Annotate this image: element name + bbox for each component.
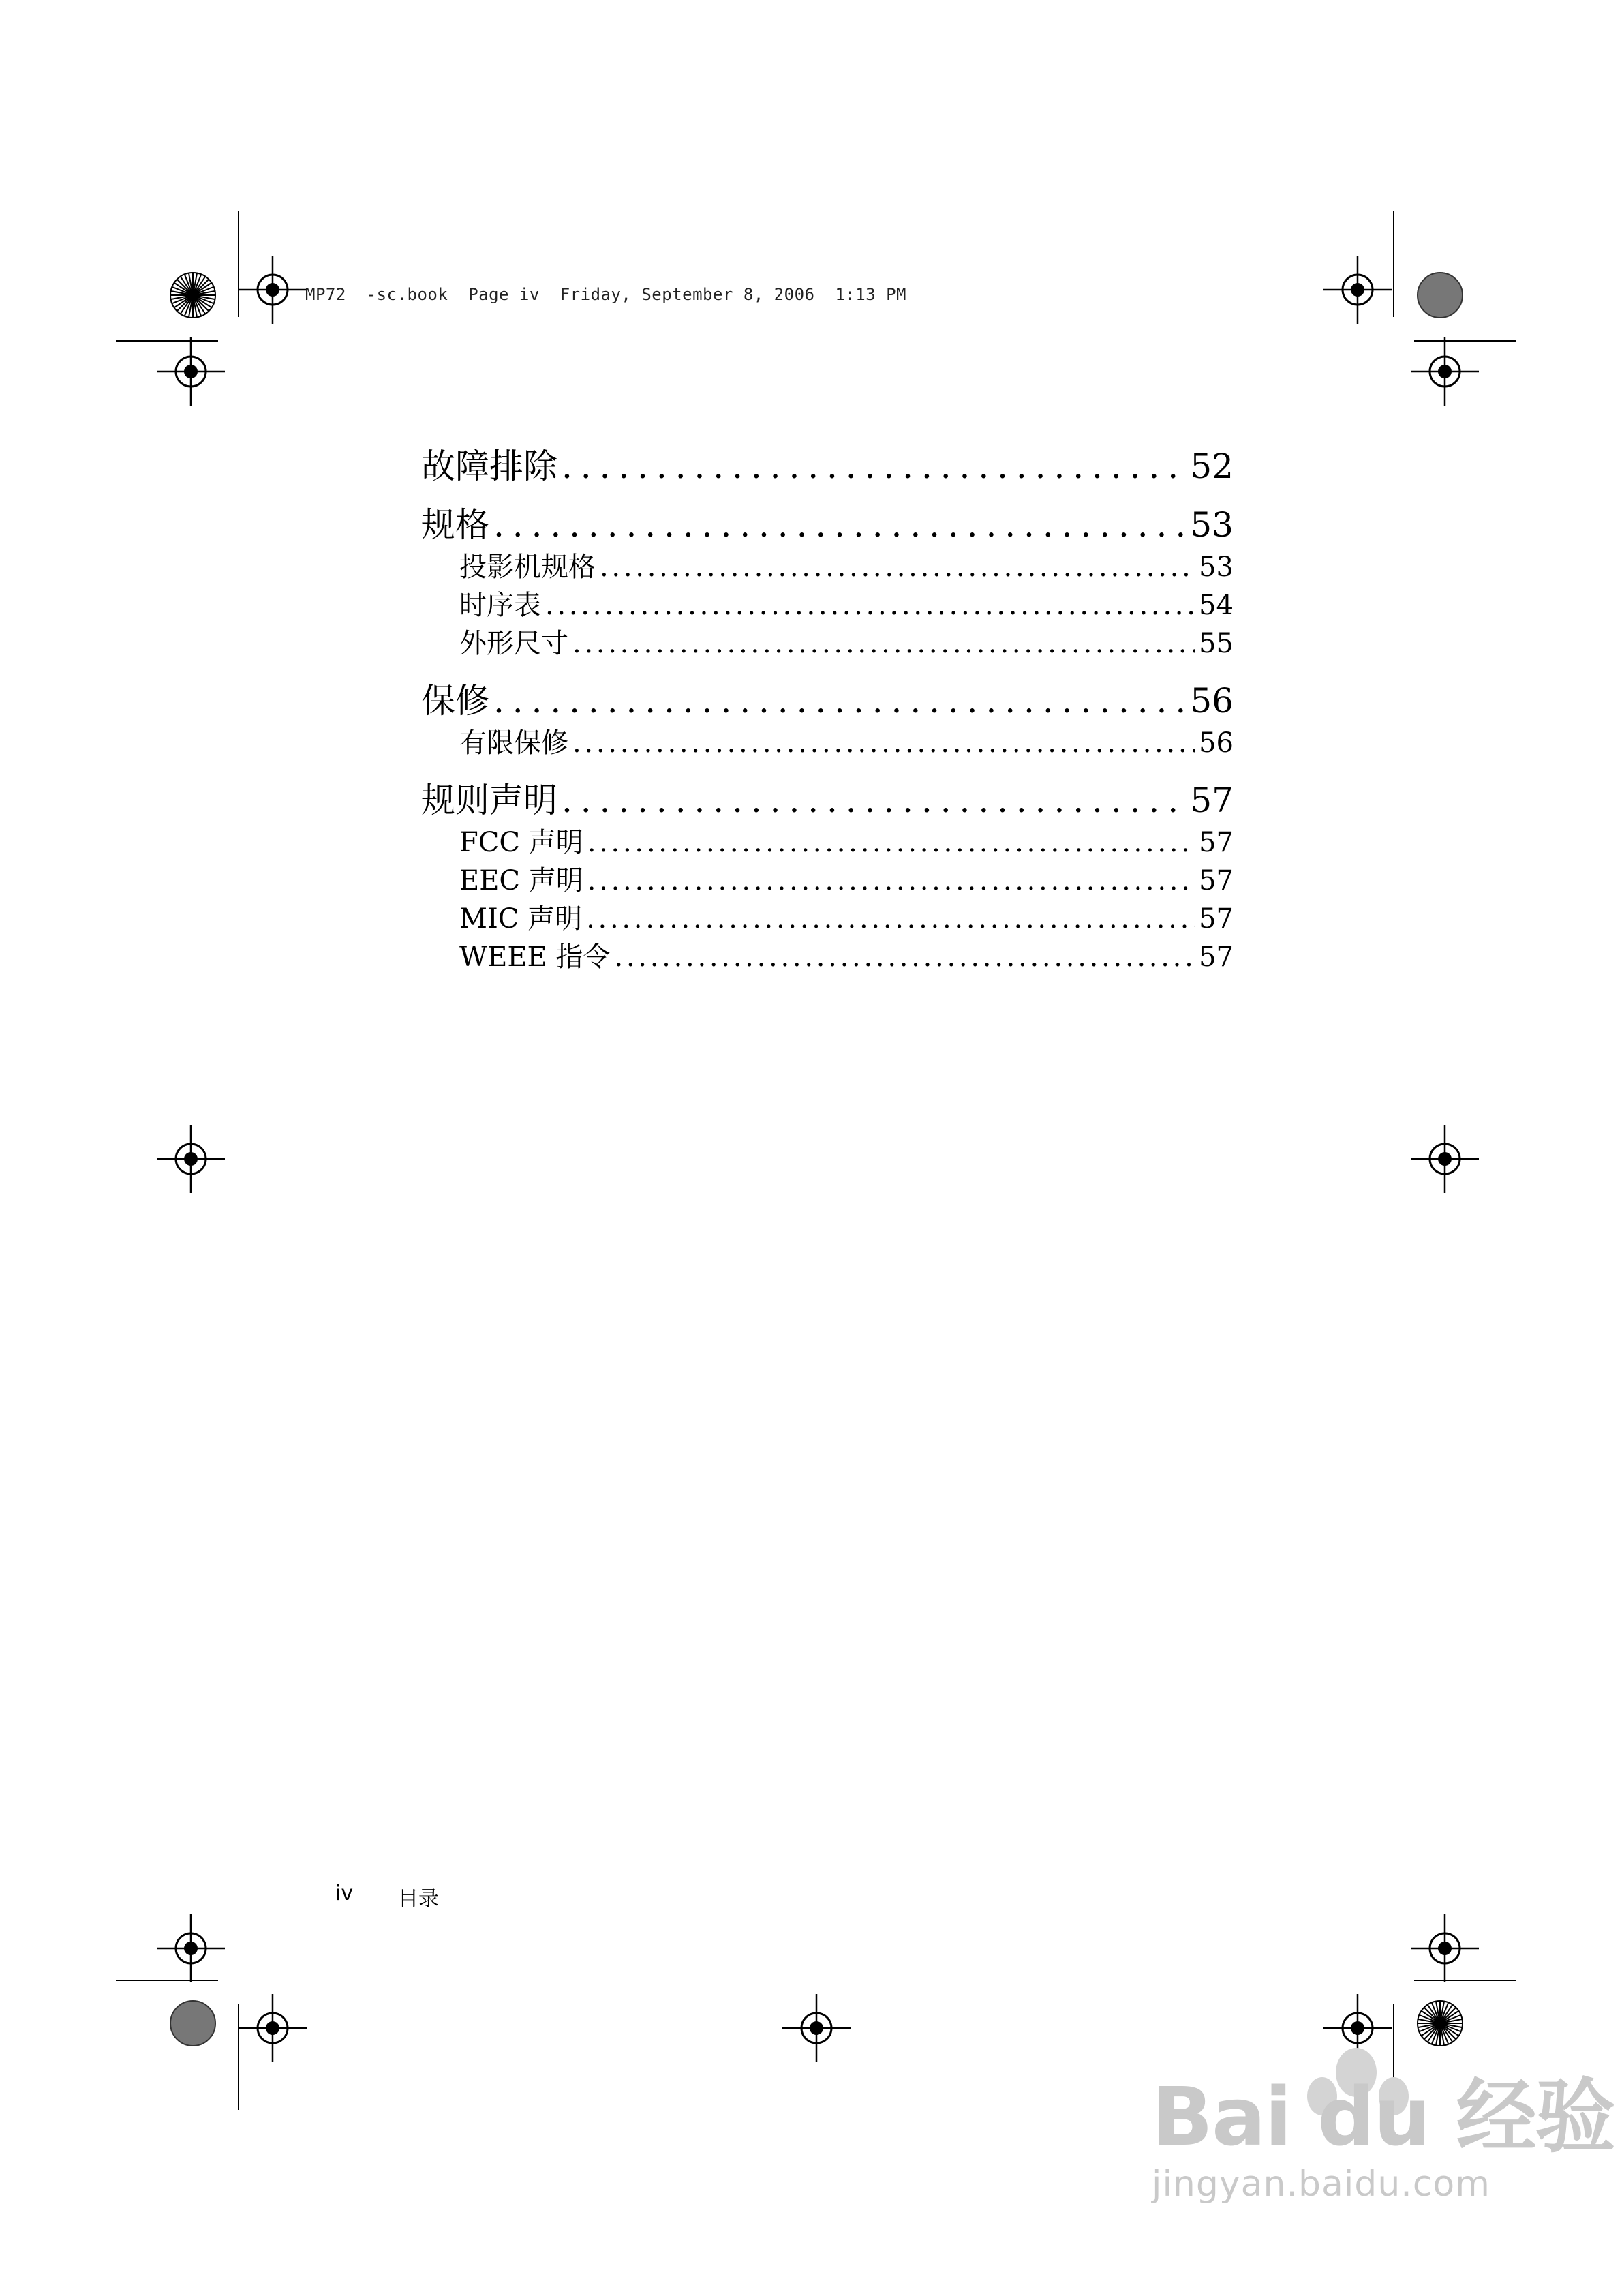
toc-entry-label: MIC 声明 <box>459 903 583 935</box>
toc-entry-page: 56 <box>1199 727 1234 759</box>
leader-dots <box>572 628 1195 659</box>
toc-entry[interactable] <box>421 773 1234 822</box>
toc-entry[interactable] <box>421 498 1234 547</box>
leader-dots <box>545 590 1195 621</box>
toc-entry[interactable] <box>421 859 1234 898</box>
leader-dots <box>562 781 1186 820</box>
toc-entry-page: 57 <box>1199 903 1234 935</box>
toc-entry-page: 57 <box>1199 827 1234 858</box>
leader-dots <box>572 727 1195 759</box>
toc-entry-label: 投影机规格 <box>459 552 596 583</box>
toc-entry-page: 53 <box>1199 552 1234 583</box>
leader-dots <box>614 941 1195 973</box>
toc-entry[interactable] <box>421 439 1234 488</box>
toc-entry[interactable] <box>421 674 1234 723</box>
book-slug-line: MP72 -sc.book Page iv Friday, September 8, 2006 1:13 PM <box>305 285 907 304</box>
toc-entry-page: 57 <box>1199 941 1234 973</box>
toc-entry[interactable] <box>421 584 1234 622</box>
toc-entry-page: 53 <box>1190 505 1234 545</box>
toc-entry-label: 故障排除 <box>421 447 557 486</box>
toc-entry[interactable] <box>421 821 1234 860</box>
toc-entry[interactable] <box>421 545 1234 584</box>
toc-entry-label: EEC 声明 <box>459 865 583 896</box>
leader-dots <box>586 903 1195 935</box>
toc-entry-page: 54 <box>1199 590 1234 621</box>
toc-entry-label: 规格 <box>421 505 489 545</box>
leader-dots <box>562 447 1186 486</box>
toc-entry-page: 57 <box>1190 781 1234 820</box>
footer-section-title: 目录 <box>398 1887 439 1911</box>
leader-dots <box>600 552 1195 583</box>
toc-entry-page: 57 <box>1199 865 1234 896</box>
toc-entry-label: 时序表 <box>459 590 541 621</box>
toc-entry[interactable] <box>421 897 1234 936</box>
toc-entry-label: 外形尺寸 <box>459 628 568 659</box>
toc-entry-label: 有限保修 <box>459 727 568 759</box>
toc-entry-label: WEEE 指令 <box>459 941 611 973</box>
toc-entry-page: 55 <box>1199 628 1234 659</box>
toc-entry-page: 52 <box>1190 447 1234 486</box>
toc-entry-label: 保修 <box>421 681 489 721</box>
leader-dots <box>493 505 1186 545</box>
toc-entry-label: 规则声明 <box>421 781 557 820</box>
toc-entry[interactable] <box>421 935 1234 974</box>
toc-entry[interactable] <box>421 622 1234 661</box>
baidu-jingyan-watermark <box>1152 2052 1615 2205</box>
watermark-brand: Bai du 经验 <box>1152 2070 1615 2164</box>
toc-entry-label: FCC 声明 <box>459 827 583 858</box>
watermark-url: jingyan.baidu.com <box>1152 2164 1490 2205</box>
leader-dots <box>587 827 1195 858</box>
leader-dots <box>493 681 1186 721</box>
toc-entry-page: 56 <box>1190 681 1234 721</box>
toc-entry[interactable] <box>421 721 1234 760</box>
leader-dots <box>587 865 1195 896</box>
footer-page-number: iv <box>335 1882 354 1905</box>
